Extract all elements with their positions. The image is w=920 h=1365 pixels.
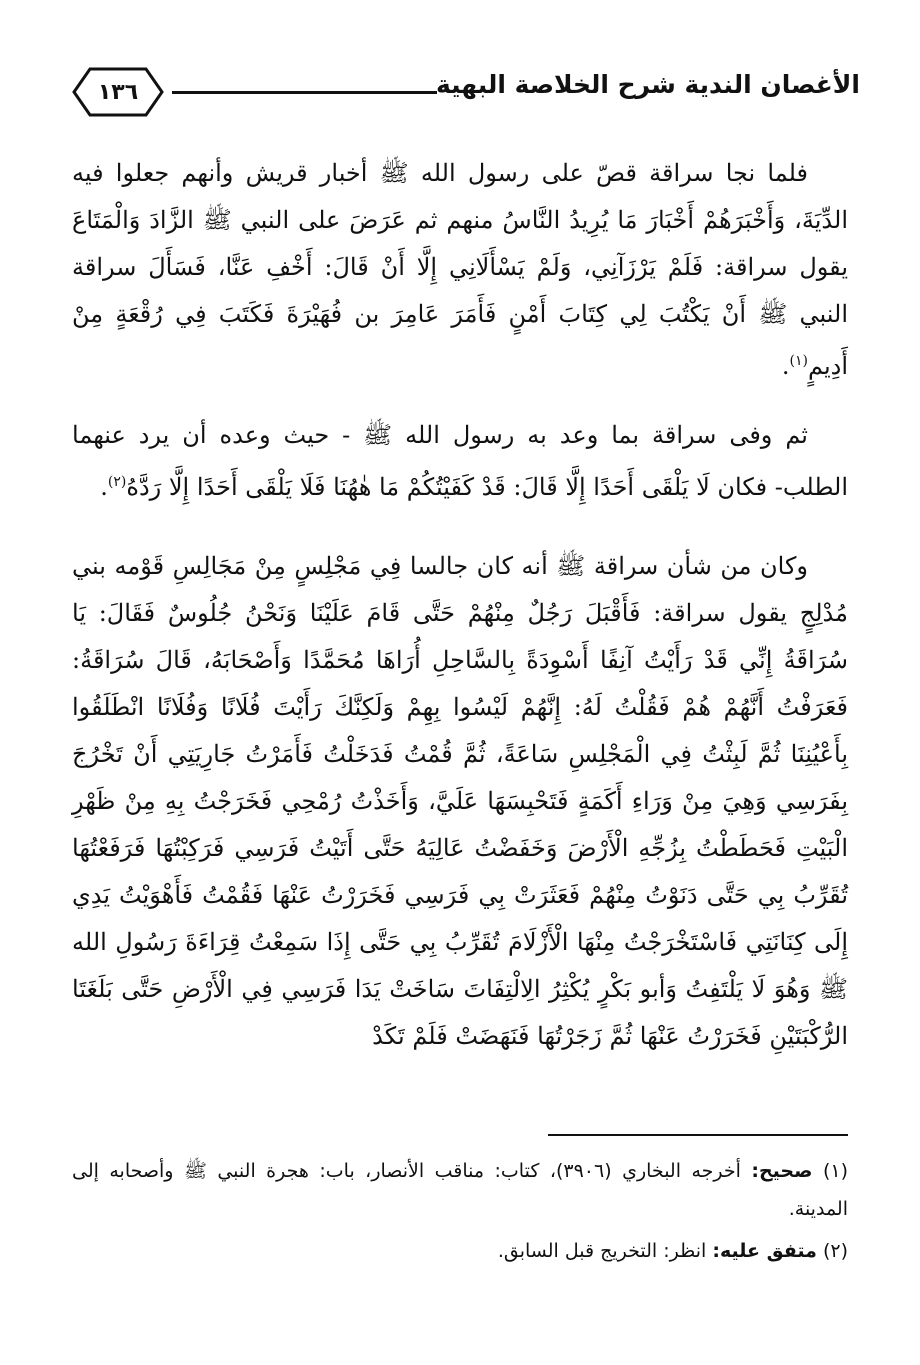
footnote-1-label: صحيح: [751, 1160, 813, 1182]
page-header [60, 60, 860, 124]
paragraph-3-text: وكان من شأن سراقة ﷺ أنه كان جالسا فِي مَجْلِسٍ مِنْ مَجَالِسِ قَوْمه بني مُدْلِجٍ يقول سراقة: فَأَقْبَلَ رَجُلٌ مِنْهُمْ حَتَّى قَامَ عَلَيْنَا وَنَحْنُ جُلُوسٌ فَقَالَ: يَا سُرَاقَةُ إِنِّي قَدْ رَأَيْتُ آنِفًا أَسْوِدَةً بِالسَّاحِلِ أُرَاهَا مُحَمَّدًا وَأَصْحَابَهُ، قَالَ سُرَاقَةُ: فَعَرَفْتُ أَنَّهُمْ هُمْ فَقُلْتُ لَهُ: إِنَّهُمْ لَيْسُوا بِهِمْ وَلَكِنَّكَ رَأَيْتَ فُلَانًا وَفُلَانًا انْطَلَقُوا بِأَعْيُنِنَا ثُمَّ لَبِثْتُ فِي الْمَجْلِسِ سَاعَةً، ثُمَّ قُمْتُ فَدَخَلْتُ فَأَمَرْتُ جَارِيَتِي أَنْ تَخْرُجَ بِفَرَسِي وَهِيَ مِنْ وَرَاءِ أَكَمَةٍ فَتَحْبِسَهَا عَلَيَّ، وَأَخَذْتُ رُمْحِي فَخَرَجْتُ بِهِ مِنْ ظَهْرِ الْبَيْتِ فَحَطَطْتُ بِزُجِّهِ الْأَرْضَ وَخَفَضْتُ عَالِيَهُ حَتَّى أَتَيْتُ فَرَسِي فَرَكِبْتُهَا فَرَفَعْتُهَا تُقَرِّبُ بِي حَتَّى دَنَوْتُ مِنْهُمْ فَعَثَرَتْ بِي فَرَسِي فَخَرَرْتُ عَنْهَا فَقُمْتُ فَأَهْوَيْتُ يَدِي إِلَى كِنَانَتِي فَاسْتَخْرَجْتُ مِنْهَا الْأَزْلَامَ تُقَرِّبُ بِي حَتَّى إِذَا سَمِعْتُ قِرَاءَةَ رَسُولِ الله ﷺ وَهُوَ لَا يَلْتَفِتُ وَأبو بَكْرٍ يُكْثِرُ الِالْتِفَاتَ سَاخَتْ يَدَا فَرَسِي فِي الْأَرْضِ حَتَّى بَلَغَتَا الرُّكْبَتَيْنِ فَخَرَرْتُ عَنْهَا ثُمَّ زَجَرْتُهَا فَنَهَضَتْ فَلَمْ تَكَدْ [72, 552, 848, 1050]
book-title: الأغصان الندية شرح الخلاصة البهية [435, 70, 860, 99]
footnote-2-marker: (٢) [822, 1240, 848, 1262]
footnotes [72, 1152, 848, 1274]
page-number-badge [70, 66, 166, 118]
footnote-2 [72, 1232, 848, 1270]
paragraph-3 [72, 543, 848, 1060]
footnote-ref-2[interactable]: (٢) [107, 474, 127, 490]
footnote-1 [72, 1152, 848, 1228]
footnote-ref-1[interactable]: (١) [789, 353, 808, 369]
page-number: ١٣٦ [97, 79, 139, 105]
paragraph-2: ثم وفى سراقة بما وعد به رسول الله ﷺ - حيث وعده أن يرد عنهما الطلب- فكان لَا يَلْقَى أَحَدًا إِلَّا قَالَ: قَدْ كَفَيْتُكُمْ مَا هٰهُنَا فَلَا يَلْقَى أَحَدًا إِلَّا رَدَّهُ$^{(٢)}$. [72, 421, 848, 501]
footnote-1-marker: (١) [822, 1160, 848, 1182]
paragraph-1: فلما نجا سراقة قصّ على رسول الله ﷺ أخبار قريش وأنهم جعلوا فيه الدِّيَةَ، وَأَخْبَرَهُمْ أَخْبَارَ مَا يُرِيدُ النَّاسُ منهم ثم عَرَضَ على النبي ﷺ الزَّادَ وَالْمَتَاعَ يقول سراقة: فَلَمْ يَرْزَآنِي، وَلَمْ يَسْأَلَانِي إِلَّا أَنْ قَالَ: أَخْفِ عَنَّا، فَسَأَلَ سراقة النبي ﷺ أَنْ يَكْتُبَ لِي كِتَابَ أَمْنٍ فَأَمَرَ عَامِرَ بن فُهَيْرَةَ فَكَتَبَ فِي رُقْعَةٍ مِنْ أَدِيمٍ$^{(١)}$. [72, 159, 848, 380]
paragraph-2-text: ثم وفى سراقة بما وعد به رسول الله ﷺ - حيث وعده أن يرد عنهما الطلب- فكان لَا يَلْقَى أَحَدًا إِلَّا قَالَ: قَدْ كَفَيْتُكُمْ مَا هٰهُنَا فَلَا يَلْقَى أَحَدًا إِلَّا رَدَّهُ [72, 421, 848, 501]
paragraph-1-text: فلما نجا سراقة قصّ على رسول الله ﷺ أخبار قريش وأنهم جعلوا فيه الدِّيَةَ، وَأَخْبَرَهُمْ أَخْبَارَ مَا يُرِيدُ النَّاسُ منهم ثم عَرَضَ على النبي ﷺ الزَّادَ وَالْمَتَاعَ يقول سراقة: فَلَمْ يَرْزَآنِي، وَلَمْ يَسْأَلَانِي إِلَّا أَنْ قَالَ: أَخْفِ عَنَّا، فَسَأَلَ سراقة النبي ﷺ أَنْ يَكْتُبَ لِي كِتَابَ أَمْنٍ فَأَمَرَ عَامِرَ بن فُهَيْرَةَ فَكَتَبَ فِي رُقْعَةٍ مِنْ أَدِيمٍ [72, 159, 848, 380]
main-text [72, 150, 848, 1082]
footnote-1-text: أخرجه البخاري (٣٩٠٦)، كتاب: مناقب الأنصار، باب: هجرة النبي ﷺ وأصحابه إلى المدينة. [72, 1160, 848, 1220]
footnote-2-text: انظر: التخريج قبل السابق. [497, 1240, 707, 1262]
header-rule [172, 91, 437, 94]
footnote-2-label: متفق عليه: [712, 1240, 817, 1262]
footnote-separator [548, 1134, 848, 1136]
